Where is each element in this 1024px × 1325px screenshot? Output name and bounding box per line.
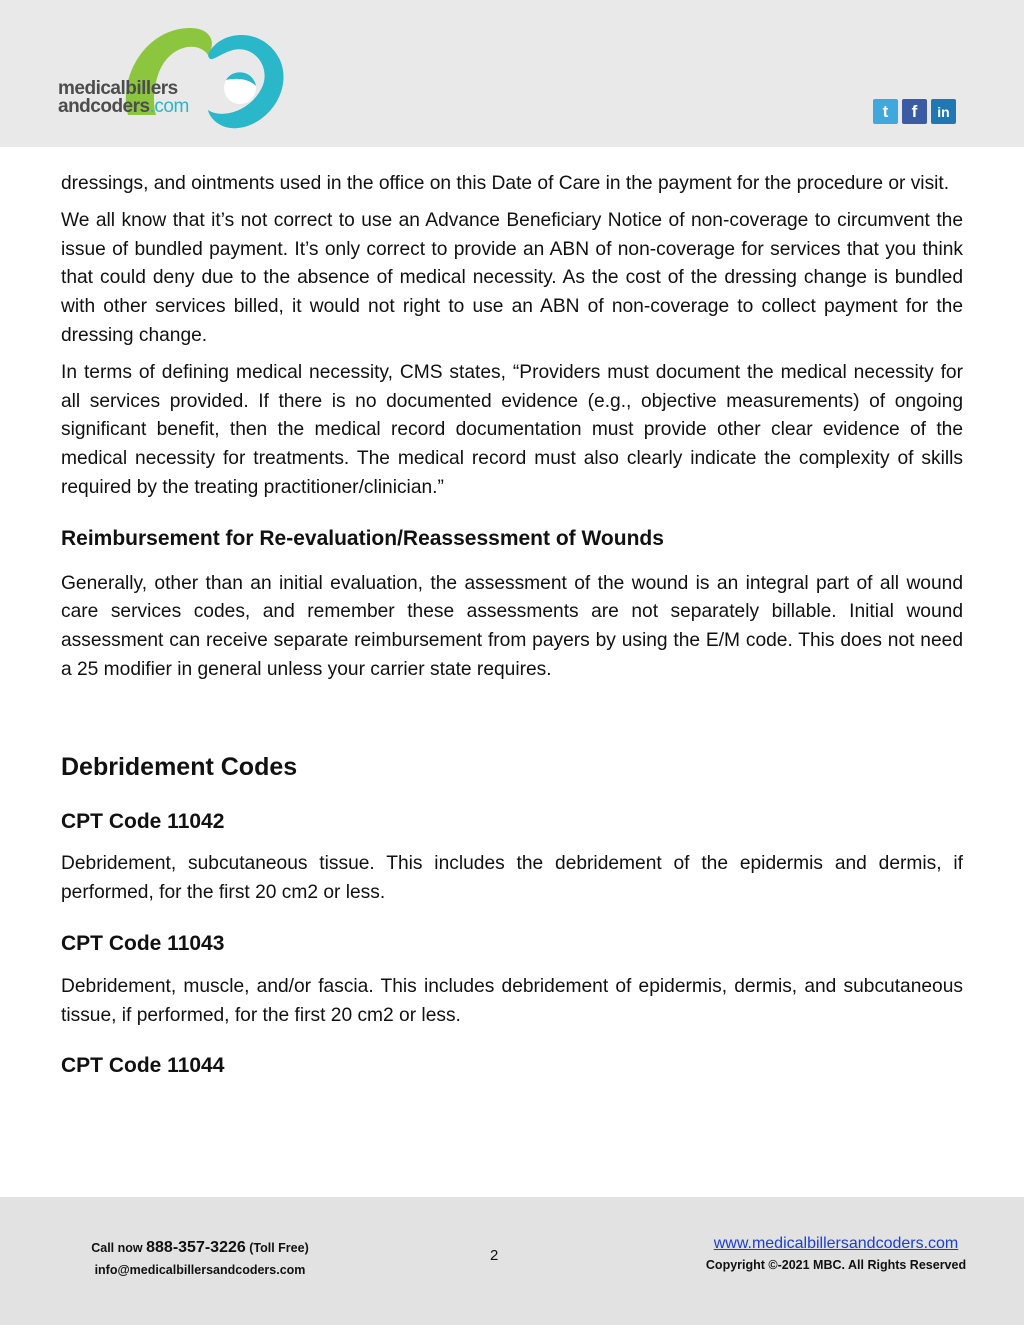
page-number: 2 — [490, 1247, 499, 1264]
article-body — [61, 170, 963, 1081]
subheading-cpt-11042: CPT Code 11042 — [61, 809, 225, 833]
page-header — [0, 0, 1024, 147]
footer-right — [690, 1235, 982, 1272]
page-footer — [0, 1197, 1024, 1325]
logo-line2: andcoders — [58, 96, 150, 117]
facebook-icon[interactable]: f — [902, 99, 927, 124]
logo-line1: medicalbillers — [58, 78, 178, 99]
paragraph: Generally, other than an initial evaluation, the assessment of the wound is an integral part of all wound care services codes, and remember these assessments are not separately billable. Initial wound assessment can receive separate reimbursement from payers by using the E/M code. This does not need a 25 modifier in general unless your carrier state requires. — [61, 572, 963, 680]
section-heading-debridement: Debridement Codes — [61, 752, 298, 781]
paragraph: We all know that it’s not correct to use an Advance Beneficiary Notice of non-coverage to circumvent the issue of bundled payment. It’s only correct to provide an ABN of non-coverage for services that you think that could deny due to the absence of medical necessity. As the cost of the dressing change is bundled with other services billed, it would not right to use an ABN of non-coverage to collect payment for the dressing change. — [61, 209, 963, 346]
phone-number[interactable]: 888-357-3226 — [146, 1239, 246, 1256]
linkedin-icon[interactable]: in — [931, 99, 956, 124]
section-heading-reimbursement: Reimbursement for Re-evaluation/Reassessment of Wounds — [61, 526, 664, 550]
paragraph: Debridement, subcutaneous tissue. This includes the debridement of the epidermis and dermis, if performed, for the first 20 cm2 or less. — [61, 853, 963, 904]
call-label: Call now — [91, 1241, 143, 1255]
paragraph: dressings, and ointments used in the office on this Date of Care in the payment for the procedure or visit. — [61, 173, 950, 194]
toll-free-label: (Toll Free) — [249, 1241, 309, 1255]
paragraph: Debridement, muscle, and/or fascia. This includes debridement of epidermis, dermis, and subcutaneous tissue, if performed, for the first 20 cm2 or less. — [61, 975, 963, 1026]
logo-suffix: .com — [149, 96, 189, 117]
email-address[interactable]: info@medicalbillersandcoders.com — [94, 1263, 306, 1277]
paragraph: In terms of defining medical necessity, CMS states, “Providers must document the medical necessity for all services provided. If there is no documented evidence (e.g., objective measurements) of ongoing significant benefit, then the medical record documentation must provide other clear evidence of the medical necessity for treatments. The medical record must also clearly indicate the complexity of skills required by the treating practitioner/clinician.” — [61, 361, 963, 498]
logo-text — [58, 80, 189, 116]
company-logo[interactable] — [58, 20, 298, 132]
social-links — [873, 99, 956, 124]
subheading-cpt-11044: CPT Code 11044 — [61, 1054, 225, 1078]
copyright-text: Copyright ©-2021 MBC. All Rights Reserved — [705, 1258, 967, 1272]
footer-contact — [0, 1239, 400, 1277]
subheading-cpt-11043: CPT Code 11043 — [61, 931, 225, 955]
twitter-icon[interactable]: t — [873, 99, 898, 124]
website-link[interactable]: www.medicalbillersandcoders.com — [713, 1235, 959, 1252]
